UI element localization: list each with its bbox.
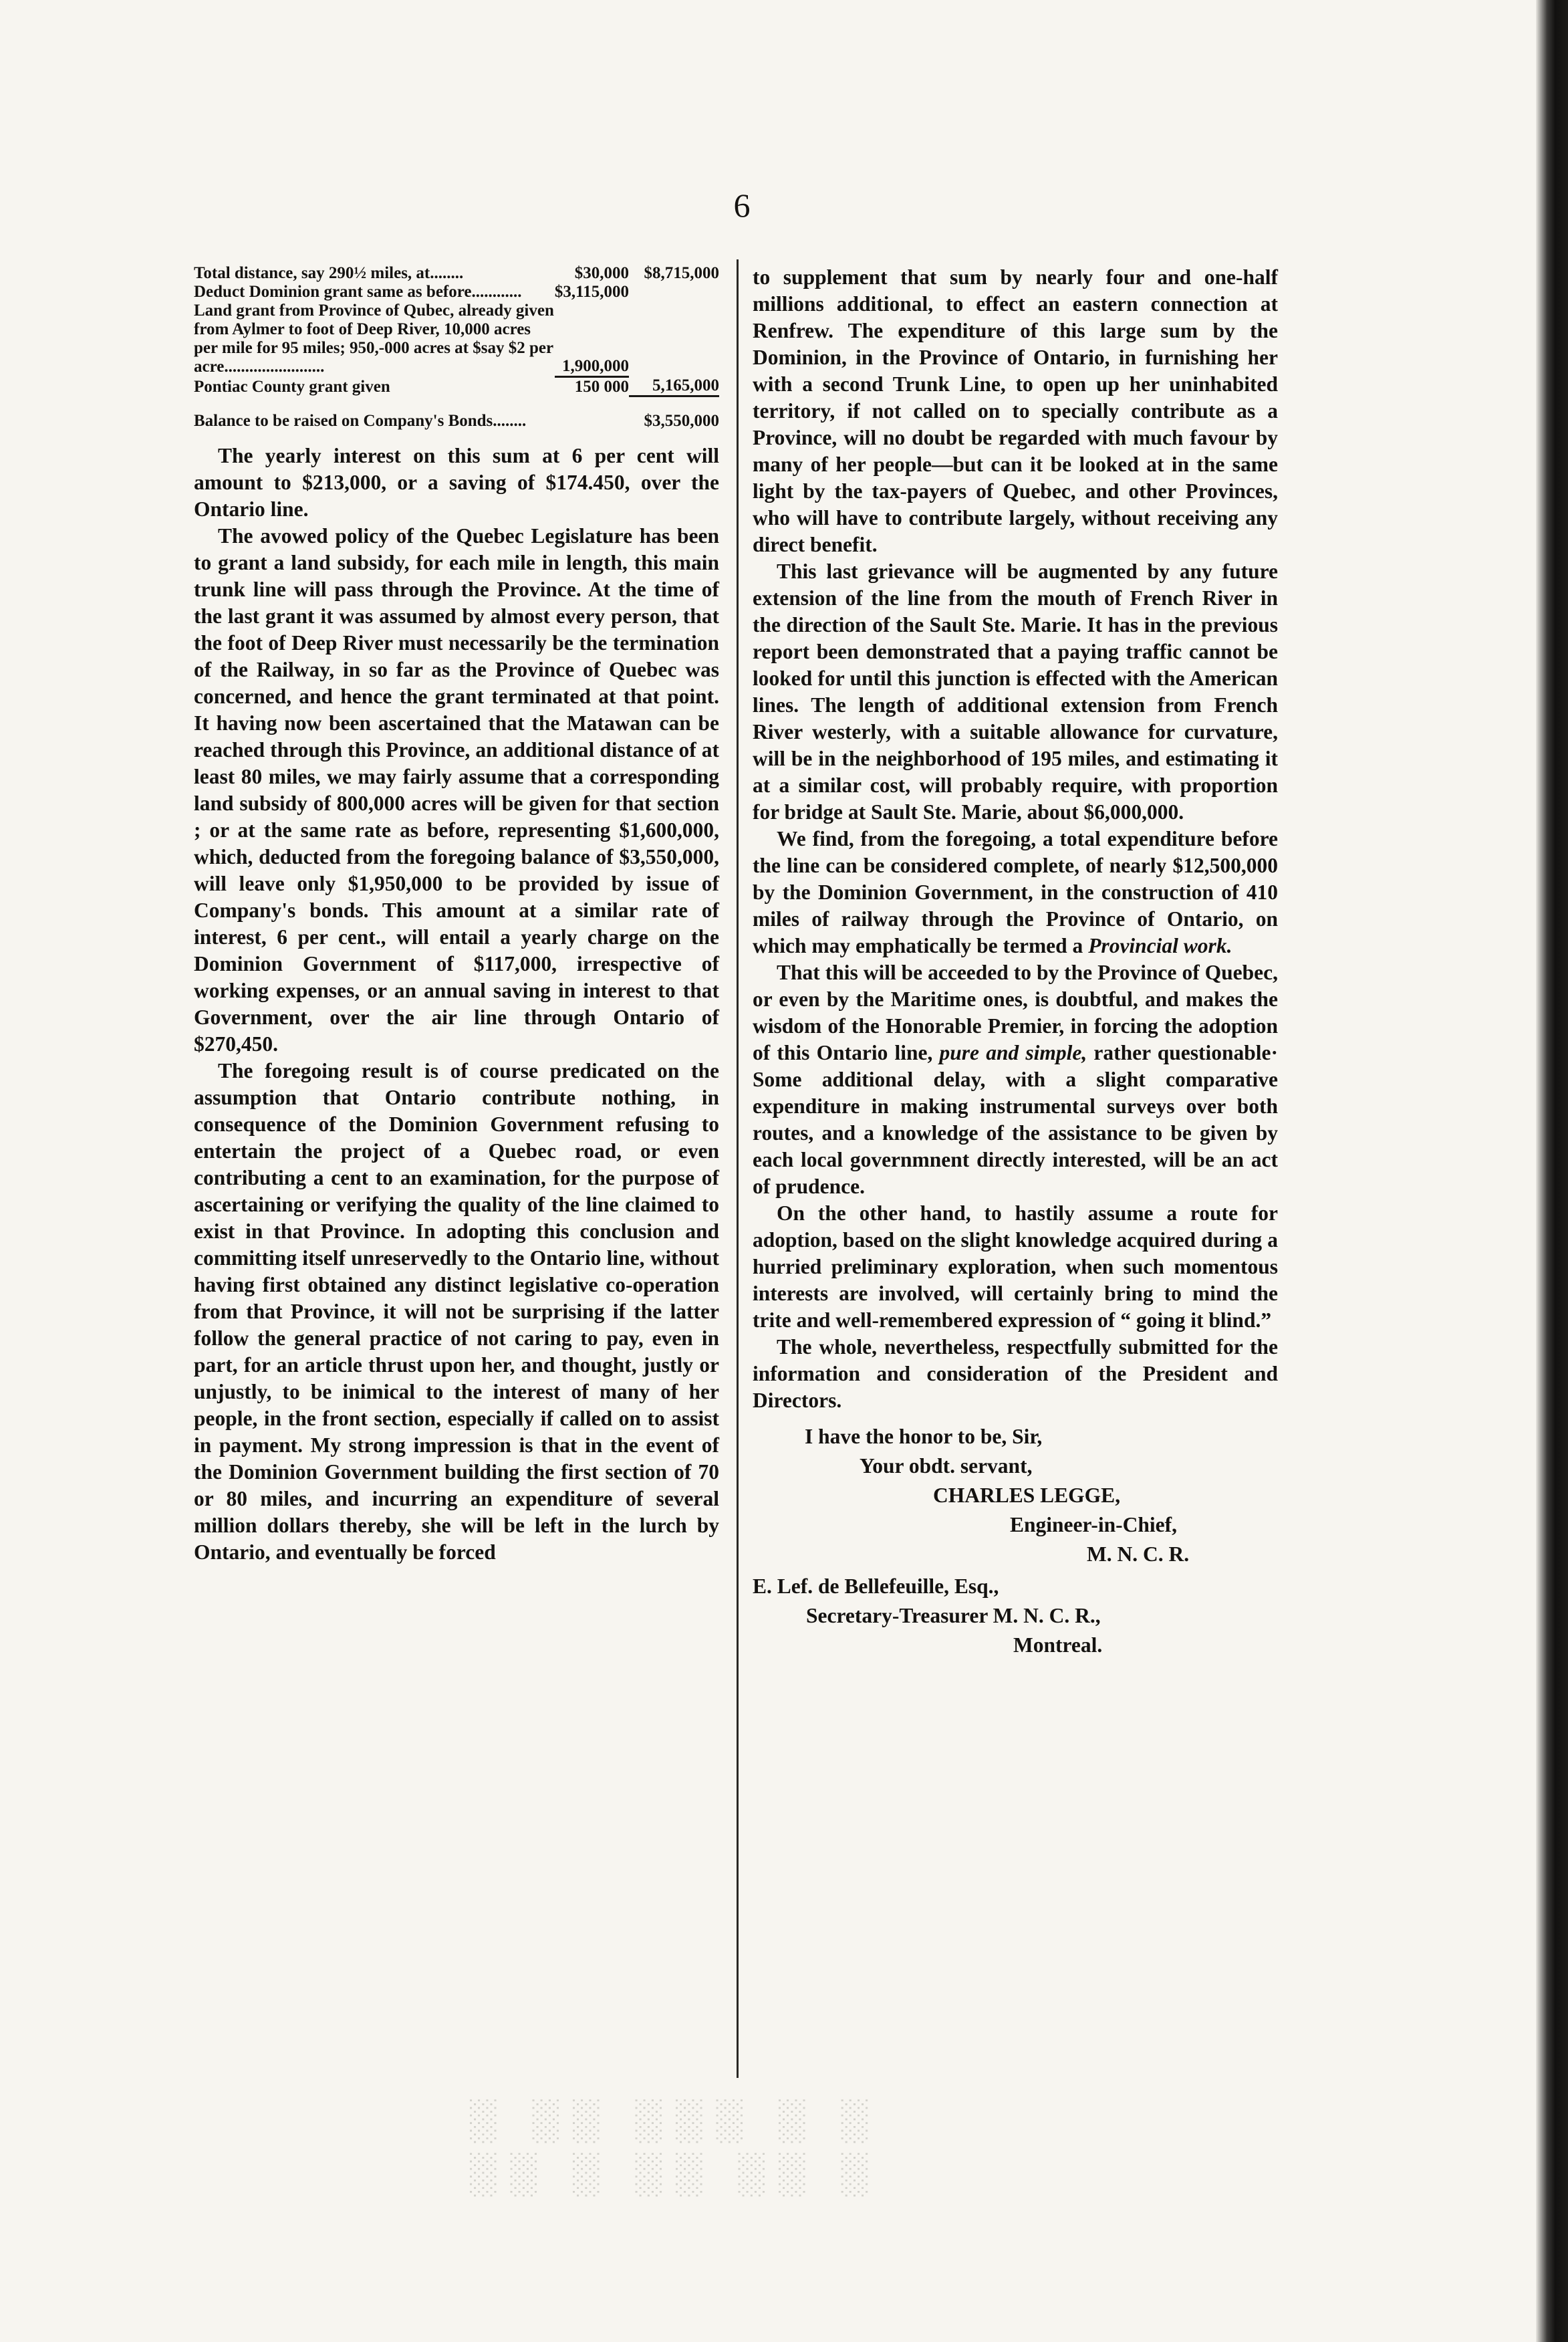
tally-row [194, 302, 719, 376]
tally-total [629, 283, 719, 302]
paragraph: to supplement that sum by nearly four and one-half millions additional, to effect an eastern connection at Renfrew. The expenditure of this large sum by the Dominion, in the Province of Ontario, in furnishing her with a second Trunk Line, to open up her uninhabited territory, if not called on to specially contribute as a Province, will no doubt be regarded with much favour by many of her people—but can it be looked at in the same light by the tax-payers of Quebec, and other Provinces, who will have to contribute largely, without receiving any direct benefit. [753, 265, 1278, 556]
closing-honor: I have the honor to be, Sir, [805, 1425, 1043, 1448]
tally-row [194, 264, 719, 283]
tally-value [555, 412, 629, 431]
tally-value: $30,000 [574, 264, 629, 282]
right-column [753, 264, 1278, 1660]
paragraph: The whole, nevertheless, respectfully submitted for the information and consideration of the President and Directors. [753, 1335, 1278, 1412]
paragraph [753, 826, 1278, 959]
tally-value: $3,115,000 [554, 283, 629, 301]
tally-desc: Deduct Dominion grant same as before............ [194, 283, 522, 301]
page-edge-shadow [1536, 0, 1568, 2342]
paragraph-text: We find, from the foregoing, a total expenditure before the line can be considered complete, of nearly $12,500,000 by the Dominion Government, in the construction of 410 miles of railway through the Province of Ontario, on which may emphatically be termed a [753, 827, 1278, 957]
tally-desc: Total distance, say 290½ miles, at........ [194, 264, 464, 282]
tally-row [194, 283, 719, 302]
closing-servant: Your obdt. servant, [860, 1454, 1033, 1478]
signature-title: Engineer-in-Chief, [1010, 1513, 1177, 1536]
tally-total [629, 302, 719, 376]
tally-desc: Balance to be raised on Company's Bonds........ [194, 412, 527, 430]
paragraph: The foregoing result is of course predicated on the assumption that Ontario contribute nothing, in consequence of the Dominion Government refusing to entertain the project of a Quebec road, or even contributing a cent to an examination, for the purpose of ascertaining or verifying the quality of the line claimed to exist in that Province. In adopting this conclusion and committing itself unreservedly to the Ontario line, without having first obtained any distinct legislative co-operation from that Province, it will not be surprising if the latter follow the general practice of not caring to pay, even in part, for an article thrust upon her, and thought, justly or unjustly, to be inimical to the interest of many of her people, in the front section, especially if called on to assist in payment. My strong impression is that in the event of the Dominion Government building the first section of 70 or 80 miles, and incurring an expenditure of several million dollars thereby, she will be left in the lurch by Ontario, and eventually be forced [194, 1059, 719, 1564]
italic-phrase: Provincial work. [1088, 934, 1232, 957]
addressee-name: E. Lef. de Bellefeuille, Esq., [753, 1574, 999, 1598]
paragraph: On the other hand, to hastily assume a route for adoption, based on the slight knowledge acquired during a hurried preliminary exploration, when such momentous interests are involved, will certainly bring to mind the trite and well-remembered expression of “ going it blind.” [753, 1201, 1278, 1332]
paragraph: This last grievance will be augmented by any future extension of the line from the mouth of French River in the direction of the Sault Ste. Marie. It has in the previous report been demonstrated that a paying traffic cannot be looked for until this junction is effected with the American lines. The length of additional extension from French River westerly, with a suitable allowance for curvature, will be in the neighborhood of 195 miles, and estimating it at a similar cost, will probably require, with proportion for bridge at Sault Ste. Marie, about $6,000,000. [753, 560, 1278, 824]
tally-total: $3,550,000 [644, 412, 719, 430]
page-number: 6 [733, 187, 751, 224]
tally-total: $8,715,000 [644, 264, 719, 282]
tally-value: 150 000 [555, 376, 629, 396]
tally-balance-row [194, 412, 719, 431]
italic-phrase: pure and simple, [939, 1041, 1087, 1064]
cost-tally-table [194, 264, 719, 431]
bleed-through-ghost: ░ ░░ ░░░ ░ ░ ░░ ░ ░░ ░░ ░ [468, 2097, 880, 2195]
paragraph-text: That this will be acceeded to by the Province of Quebec, or even by the Maritime ones, is doubtful, and makes the wisdom of the Honorable Premier, in forcing the adoption of this Ontario line, [753, 961, 1278, 1064]
signature-org: M. N. C. R. [1087, 1542, 1190, 1566]
tally-value: 1,900,000 [562, 356, 629, 375]
addressee-title: Secretary-Treasurer M. N. C. R., [806, 1604, 1101, 1627]
paragraph-text: rather questionable· Some additional delay, with a slight comparative expenditure in making instrumental surveys over both routes, and a knowledge of the assistance to be given by each local governmnent directly interested, will be an act of prudence. [753, 1041, 1279, 1198]
paragraph: The yearly interest on this sum at 6 per cent will amount to $213,000, or a saving of $174.450, over the Ontario line. [194, 444, 719, 521]
column-divider [737, 259, 739, 2078]
addressee-city: Montreal. [1013, 1633, 1103, 1657]
signature-name: CHARLES LEGGE, [933, 1484, 1121, 1507]
tally-desc: Land grant from Province of Qubec, already given from Aylmer to foot of Deep River, 10,000 acres per mile for 95 miles; 950,-000 acres at $say $2 per acre........................ [194, 302, 554, 376]
tally-row [194, 376, 719, 396]
paragraph: The avowed policy of the Quebec Legislature has been to grant a land subsidy, for each mile in length, this main trunk line will pass through the Province. At the time of the last grant it was assumed by almost every person, that the foot of Deep River must necessarily be the termination of the Railway, in so far as the Province of Quebec was concerned, and hence the grant terminated at that point. It having now been ascertained that the Matawan can be reached through this Province, an additional distance of at least 80 miles, we may fairly assume that a corresponding land subsidy of 800,000 acres will be given for that section ; or at the same rate as before, representing $1,600,000, which, deducted from the foregoing balance of $3,550,000, will leave only $1,950,000 to be provided by issue of Company's bonds. This amount at a similar rate of interest, 6 per cent., will entail a yearly charge on the Dominion Government of $117,000, irrespective of working expenses, or an annual saving in interest to that Government, over the air line through Ontario of $270,450. [194, 524, 719, 1056]
tally-desc: Pontiac County grant given [194, 377, 390, 396]
paragraph [753, 959, 1278, 1200]
tally-total: 5,165,000 [652, 376, 719, 394]
left-column [194, 264, 719, 1566]
